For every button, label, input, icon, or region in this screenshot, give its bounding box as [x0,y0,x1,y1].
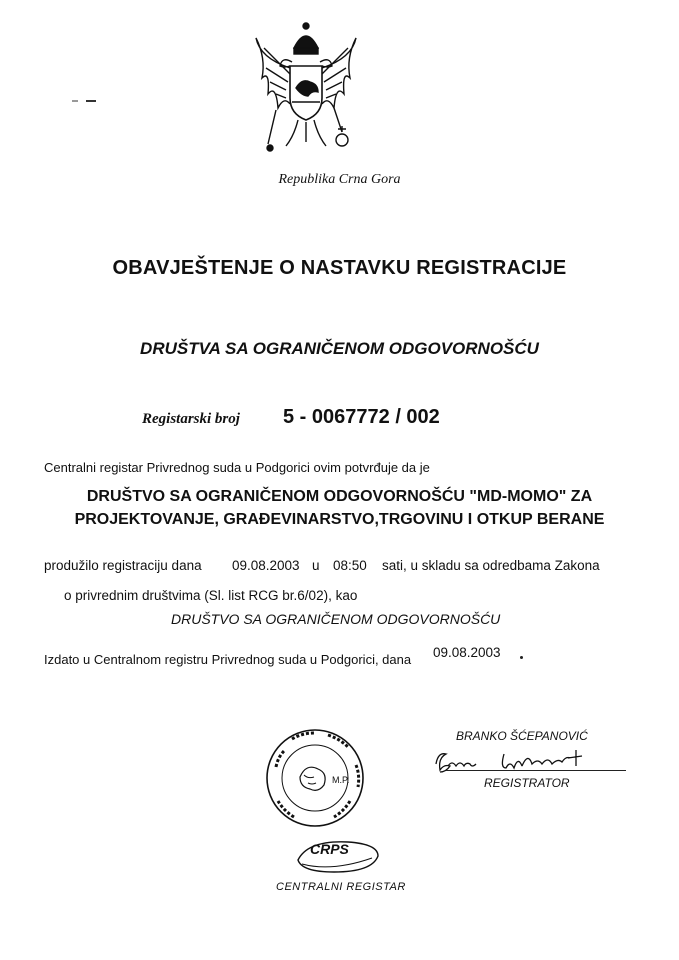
handwritten-signature [410,744,600,778]
document-title: OBAVJEŠTENJE O NASTAVKU REGISTRACIJE [112,257,567,279]
coat-of-arms-emblem [250,18,362,168]
registration-number: 5 - 0067772 / 002 [283,406,440,428]
company-name-line-2: PROJEKTOVANJE, GRAĐEVINARSTVO,TRGOVINU I OTKUP BERANE [74,511,605,528]
signer-role: REGISTRATOR [484,776,570,790]
republic-label: Republika Crna Gora [278,172,401,187]
company-name-line-1: DRUŠTVO SA OGRANIČENOM ODGOVORNOŠĆU "MD-MOMO" ZA [86,488,593,505]
issued-text: Izdato u Centralnom registru Privrednog suda u Podgorici, dana [44,652,412,667]
central-register-caption: CENTRALNI REGISTAR [276,881,406,890]
issued-date: 09.08.2003 [433,645,501,660]
at-word: u [312,558,320,573]
extended-text: produžilo registraciju dana [44,558,202,573]
signature-line [446,770,626,771]
extended-time: 08:50 [333,558,367,573]
svg-text:M.P.: M.P. [332,775,350,785]
signer-name: BRANKO ŠĆEPANOVIĆ [456,729,588,743]
extended-rest-text: sati, u skladu sa odredbama Zakona [382,558,600,573]
document-subtitle: DRUŠTVA SA OGRANIČENOM ODGOVORNOŠĆU [140,339,539,358]
registration-number-label: Registarski broj [142,411,240,427]
company-form: DRUŠTVO SA OGRANIČENOM ODGOVORNOŠĆU [171,611,501,627]
crps-logo-text: CRPS [310,841,349,857]
scan-dot [520,656,523,659]
law-reference-text: o privrednim društvima (Sl. list RCG br.6/02), kao [64,588,358,603]
extended-date: 09.08.2003 [232,558,300,573]
official-seal-stamp [264,727,366,829]
scan-mark [72,90,98,94]
intro-text: Centralni registar Privrednog suda u Podgorici ovim potvrđuje da je [44,460,430,475]
